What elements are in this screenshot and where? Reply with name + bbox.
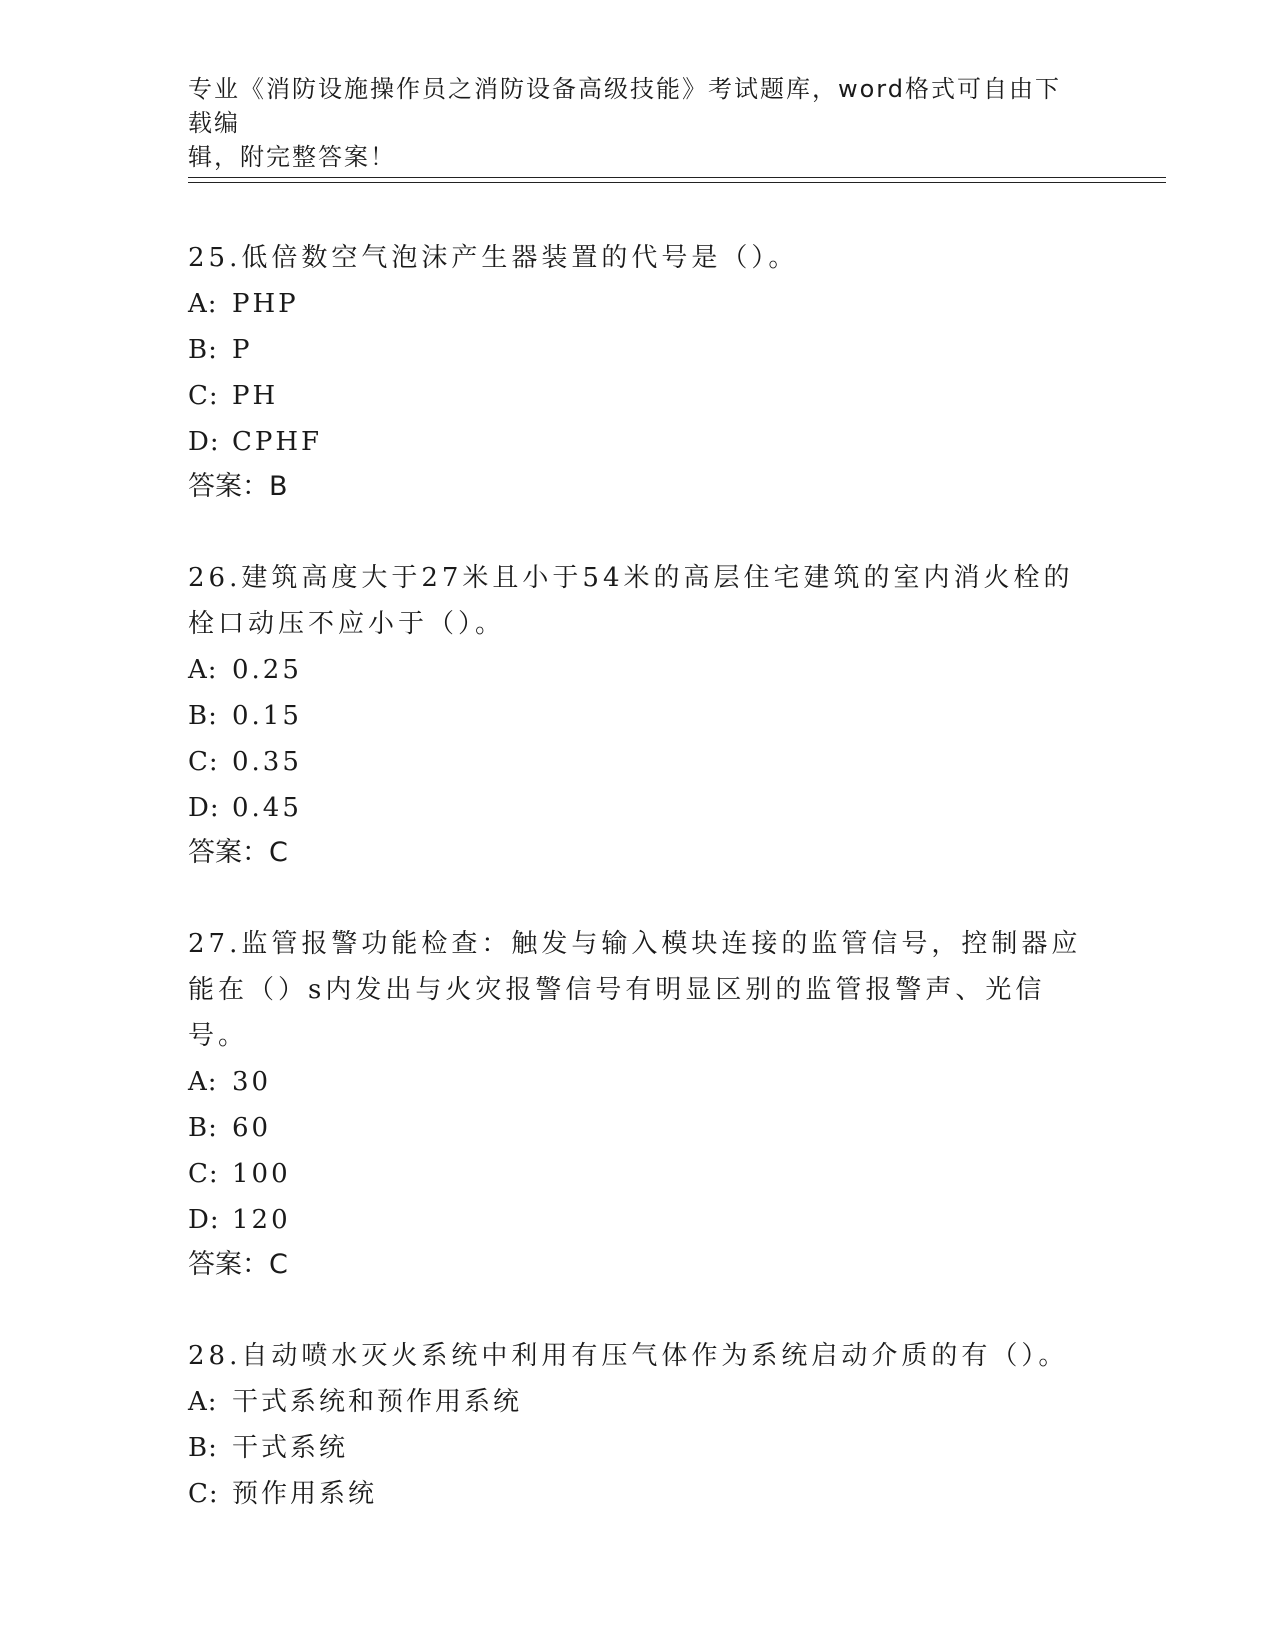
- option-letter: A:: [188, 655, 218, 685]
- header-divider-top: [188, 177, 1166, 178]
- option-letter: B:: [188, 701, 218, 731]
- option-b: [188, 1105, 1088, 1151]
- answer-line: 答案：B: [188, 471, 288, 502]
- question-stem: 25.低倍数空气泡沫产生器装置的代号是（）。: [188, 243, 799, 273]
- question-stem: 26.建筑高度大于27米且小于54米的高层住宅建筑的室内消火栓的栓口动压不应小于（）。: [188, 563, 1074, 639]
- option-text: CPHF: [232, 427, 323, 457]
- option-a: [188, 281, 1088, 327]
- option-letter: C:: [188, 381, 219, 411]
- header-line-1: 专业《消防设施操作员之消防设备高级技能》考试题库，word格式可自由下载编: [188, 75, 1061, 137]
- option-a: [188, 1379, 1088, 1425]
- header-line-2: 辑，附完整答案！: [188, 143, 396, 171]
- option-d: [188, 785, 1088, 831]
- option-text: 0.45: [232, 793, 302, 823]
- option-letter: C:: [188, 1479, 219, 1509]
- question-27: [188, 921, 1088, 1287]
- option-c: [188, 739, 1088, 785]
- option-text: 100: [232, 1159, 291, 1189]
- option-text: PHP: [232, 289, 299, 319]
- option-letter: C:: [188, 1159, 219, 1189]
- option-letter: B:: [188, 1433, 218, 1463]
- question-28: [188, 1333, 1088, 1517]
- option-text: 0.35: [232, 747, 302, 777]
- document-header: [188, 72, 1068, 174]
- question-list: [188, 235, 1088, 1563]
- option-c: [188, 1151, 1088, 1197]
- option-letter: A:: [188, 1387, 218, 1417]
- option-text: 预作用系统: [232, 1479, 378, 1509]
- option-letter: C:: [188, 747, 219, 777]
- header-divider-bottom: [188, 182, 1166, 183]
- question-stem: 28.自动喷水灭火系统中利用有压气体作为系统启动介质的有（）。: [188, 1341, 1069, 1371]
- option-text: P: [232, 335, 253, 365]
- question-26: [188, 555, 1088, 875]
- option-letter: D:: [188, 427, 220, 457]
- option-letter: D:: [188, 793, 220, 823]
- option-letter: D:: [188, 1205, 220, 1235]
- question-25: [188, 235, 1088, 509]
- option-text: 60: [232, 1113, 272, 1143]
- answer-line: 答案：C: [188, 837, 288, 868]
- option-text: 120: [232, 1205, 291, 1235]
- option-b: [188, 1425, 1088, 1471]
- answer-line: 答案：C: [188, 1249, 288, 1280]
- option-c: [188, 1471, 1088, 1517]
- question-stem: 27.监管报警功能检查：触发与输入模块连接的监管信号，控制器应能在（）s内发出与火灾报警信号有明显区别的监管报警声、光信号。: [188, 929, 1082, 1051]
- option-letter: B:: [188, 1113, 218, 1143]
- option-text: 干式系统和预作用系统: [232, 1387, 523, 1417]
- option-b: [188, 327, 1088, 373]
- option-text: 0.25: [232, 655, 302, 685]
- option-d: [188, 419, 1088, 465]
- option-letter: A:: [188, 289, 218, 319]
- option-letter: A:: [188, 1067, 218, 1097]
- option-letter: B:: [188, 335, 218, 365]
- option-a: [188, 1059, 1088, 1105]
- option-text: 干式系统: [232, 1433, 349, 1463]
- option-b: [188, 693, 1088, 739]
- option-d: [188, 1197, 1088, 1243]
- option-text: PH: [232, 381, 279, 411]
- option-text: 0.15: [232, 701, 302, 731]
- option-a: [188, 647, 1088, 693]
- option-c: [188, 373, 1088, 419]
- option-text: 30: [232, 1067, 272, 1097]
